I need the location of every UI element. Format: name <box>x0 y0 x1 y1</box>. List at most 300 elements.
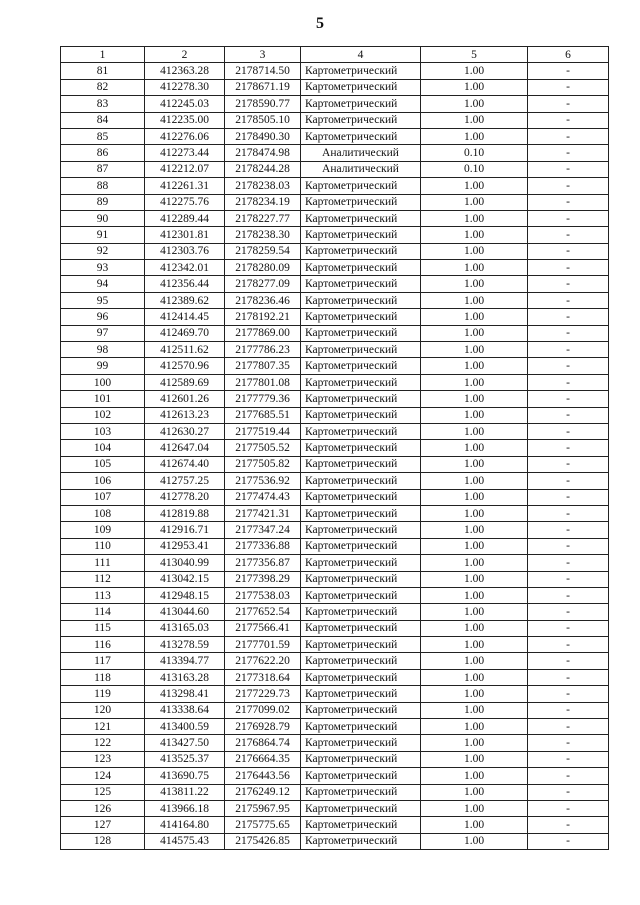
y-coordinate-cell: 2178236.46 <box>225 292 301 308</box>
x-coordinate-cell: 413966.18 <box>145 800 225 816</box>
point-number-cell: 117 <box>61 653 145 669</box>
note-cell: - <box>528 538 609 554</box>
note-cell: - <box>528 292 609 308</box>
table-row <box>61 423 609 439</box>
method-cell: Картометрический <box>301 423 421 439</box>
point-number-cell: 121 <box>61 719 145 735</box>
accuracy-cell: 1.00 <box>421 702 528 718</box>
note-cell: - <box>528 505 609 521</box>
table-row <box>61 243 609 259</box>
table-row <box>61 128 609 144</box>
accuracy-cell: 1.00 <box>421 768 528 784</box>
note-cell: - <box>528 178 609 194</box>
y-coordinate-cell: 2178238.03 <box>225 178 301 194</box>
accuracy-cell: 1.00 <box>421 391 528 407</box>
method-cell: Картометрический <box>301 178 421 194</box>
x-coordinate-cell: 413040.99 <box>145 555 225 571</box>
y-coordinate-cell: 2177318.64 <box>225 669 301 685</box>
y-coordinate-cell: 2178505.10 <box>225 112 301 128</box>
note-cell: - <box>528 260 609 276</box>
y-coordinate-cell: 2176864.74 <box>225 735 301 751</box>
x-coordinate-cell: 412953.41 <box>145 538 225 554</box>
accuracy-cell: 1.00 <box>421 653 528 669</box>
x-coordinate-cell: 412819.88 <box>145 505 225 521</box>
y-coordinate-cell: 2177701.59 <box>225 637 301 653</box>
table-row <box>61 309 609 325</box>
accuracy-cell: 1.00 <box>421 456 528 472</box>
x-coordinate-cell: 412303.76 <box>145 243 225 259</box>
point-number-cell: 108 <box>61 505 145 521</box>
accuracy-cell: 1.00 <box>421 522 528 538</box>
point-number-cell: 91 <box>61 227 145 243</box>
x-coordinate-cell: 414575.43 <box>145 833 225 849</box>
y-coordinate-cell: 2177519.44 <box>225 423 301 439</box>
table-row <box>61 555 609 571</box>
point-number-cell: 89 <box>61 194 145 210</box>
method-cell: Картометрический <box>301 538 421 554</box>
table-row <box>61 505 609 521</box>
accuracy-cell: 1.00 <box>421 555 528 571</box>
y-coordinate-cell: 2178234.19 <box>225 194 301 210</box>
point-number-cell: 102 <box>61 407 145 423</box>
point-number-cell: 92 <box>61 243 145 259</box>
table-row <box>61 210 609 226</box>
point-number-cell: 100 <box>61 374 145 390</box>
y-coordinate-cell: 2178590.77 <box>225 96 301 112</box>
x-coordinate-cell: 412613.23 <box>145 407 225 423</box>
x-coordinate-cell: 413427.50 <box>145 735 225 751</box>
accuracy-cell: 1.00 <box>421 292 528 308</box>
method-cell: Картометрический <box>301 440 421 456</box>
point-number-cell: 88 <box>61 178 145 194</box>
x-coordinate-cell: 413690.75 <box>145 768 225 784</box>
table-row <box>61 407 609 423</box>
note-cell: - <box>528 112 609 128</box>
table-row <box>61 342 609 358</box>
x-coordinate-cell: 413163.28 <box>145 669 225 685</box>
y-coordinate-cell: 2177474.43 <box>225 489 301 505</box>
table-row <box>61 538 609 554</box>
y-coordinate-cell: 2177505.52 <box>225 440 301 456</box>
accuracy-cell: 1.00 <box>421 538 528 554</box>
x-coordinate-cell: 412647.04 <box>145 440 225 456</box>
accuracy-cell: 1.00 <box>421 751 528 767</box>
table-row <box>61 653 609 669</box>
note-cell: - <box>528 210 609 226</box>
table-row <box>61 112 609 128</box>
method-cell: Картометрический <box>301 604 421 620</box>
note-cell: - <box>528 423 609 439</box>
accuracy-cell: 1.00 <box>421 571 528 587</box>
note-cell: - <box>528 522 609 538</box>
note-cell: - <box>528 342 609 358</box>
accuracy-cell: 1.00 <box>421 112 528 128</box>
point-number-cell: 98 <box>61 342 145 358</box>
table-row <box>61 604 609 620</box>
point-number-cell: 127 <box>61 817 145 833</box>
note-cell: - <box>528 702 609 718</box>
method-cell: Картометрический <box>301 669 421 685</box>
method-cell: Картометрический <box>301 751 421 767</box>
method-cell: Картометрический <box>301 63 421 79</box>
method-cell: Картометрический <box>301 194 421 210</box>
table-row <box>61 489 609 505</box>
column-header: 2 <box>145 47 225 63</box>
point-number-cell: 118 <box>61 669 145 685</box>
point-number-cell: 119 <box>61 686 145 702</box>
x-coordinate-cell: 412363.28 <box>145 63 225 79</box>
point-number-cell: 104 <box>61 440 145 456</box>
y-coordinate-cell: 2177336.88 <box>225 538 301 554</box>
note-cell: - <box>528 407 609 423</box>
point-number-cell: 126 <box>61 800 145 816</box>
method-cell: Картометрический <box>301 79 421 95</box>
x-coordinate-cell: 412276.06 <box>145 128 225 144</box>
note-cell: - <box>528 751 609 767</box>
x-coordinate-cell: 412916.71 <box>145 522 225 538</box>
point-number-cell: 107 <box>61 489 145 505</box>
method-cell: Картометрический <box>301 489 421 505</box>
y-coordinate-cell: 2177622.20 <box>225 653 301 669</box>
table-row <box>61 800 609 816</box>
x-coordinate-cell: 413525.37 <box>145 751 225 767</box>
x-coordinate-cell: 413298.41 <box>145 686 225 702</box>
note-cell: - <box>528 604 609 620</box>
method-cell: Картометрический <box>301 374 421 390</box>
accuracy-cell: 1.00 <box>421 833 528 849</box>
table-row <box>61 96 609 112</box>
y-coordinate-cell: 2178192.21 <box>225 309 301 325</box>
y-coordinate-cell: 2178714.50 <box>225 63 301 79</box>
x-coordinate-cell: 413338.64 <box>145 702 225 718</box>
method-cell: Картометрический <box>301 473 421 489</box>
accuracy-cell: 1.00 <box>421 620 528 636</box>
method-cell: Картометрический <box>301 702 421 718</box>
table-row <box>61 833 609 849</box>
method-cell: Картометрический <box>301 243 421 259</box>
x-coordinate-cell: 412414.45 <box>145 309 225 325</box>
point-number-cell: 124 <box>61 768 145 784</box>
note-cell: - <box>528 473 609 489</box>
note-cell: - <box>528 128 609 144</box>
table-row <box>61 620 609 636</box>
table-row <box>61 817 609 833</box>
accuracy-cell: 1.00 <box>421 505 528 521</box>
accuracy-cell: 1.00 <box>421 342 528 358</box>
note-cell: - <box>528 63 609 79</box>
point-number-cell: 86 <box>61 145 145 161</box>
method-cell: Картометрический <box>301 768 421 784</box>
y-coordinate-cell: 2175426.85 <box>225 833 301 849</box>
table-row <box>61 227 609 243</box>
table-row <box>61 194 609 210</box>
column-header: 5 <box>421 47 528 63</box>
note-cell: - <box>528 161 609 177</box>
y-coordinate-cell: 2177566.41 <box>225 620 301 636</box>
x-coordinate-cell: 413400.59 <box>145 719 225 735</box>
x-coordinate-cell: 414164.80 <box>145 817 225 833</box>
x-coordinate-cell: 412469.70 <box>145 325 225 341</box>
note-cell: - <box>528 653 609 669</box>
note-cell: - <box>528 587 609 603</box>
method-cell: Картометрический <box>301 653 421 669</box>
x-coordinate-cell: 412356.44 <box>145 276 225 292</box>
table-row <box>61 571 609 587</box>
accuracy-cell: 1.00 <box>421 178 528 194</box>
note-cell: - <box>528 833 609 849</box>
y-coordinate-cell: 2177536.92 <box>225 473 301 489</box>
x-coordinate-cell: 412674.40 <box>145 456 225 472</box>
column-header: 1 <box>61 47 145 63</box>
table-row <box>61 79 609 95</box>
method-cell: Картометрический <box>301 800 421 816</box>
note-cell: - <box>528 227 609 243</box>
note-cell: - <box>528 391 609 407</box>
x-coordinate-cell: 413044.60 <box>145 604 225 620</box>
x-coordinate-cell: 412275.76 <box>145 194 225 210</box>
page-number: 5 <box>316 15 324 32</box>
method-cell: Картометрический <box>301 292 421 308</box>
accuracy-cell: 1.00 <box>421 800 528 816</box>
point-number-cell: 101 <box>61 391 145 407</box>
accuracy-cell: 1.00 <box>421 210 528 226</box>
accuracy-cell: 1.00 <box>421 473 528 489</box>
x-coordinate-cell: 413042.15 <box>145 571 225 587</box>
table-header-row <box>61 47 609 63</box>
y-coordinate-cell: 2178474.98 <box>225 145 301 161</box>
x-coordinate-cell: 412601.26 <box>145 391 225 407</box>
y-coordinate-cell: 2176249.12 <box>225 784 301 800</box>
point-number-cell: 87 <box>61 161 145 177</box>
accuracy-cell: 1.00 <box>421 669 528 685</box>
table-row <box>61 719 609 735</box>
accuracy-cell: 1.00 <box>421 374 528 390</box>
y-coordinate-cell: 2178490.30 <box>225 128 301 144</box>
method-cell: Картометрический <box>301 735 421 751</box>
point-number-cell: 96 <box>61 309 145 325</box>
table-row <box>61 161 609 177</box>
y-coordinate-cell: 2177801.08 <box>225 374 301 390</box>
table-row <box>61 391 609 407</box>
x-coordinate-cell: 412342.01 <box>145 260 225 276</box>
note-cell: - <box>528 358 609 374</box>
method-cell: Картометрический <box>301 555 421 571</box>
table-row <box>61 325 609 341</box>
accuracy-cell: 1.00 <box>421 243 528 259</box>
method-cell: Картометрический <box>301 817 421 833</box>
x-coordinate-cell: 412948.15 <box>145 587 225 603</box>
y-coordinate-cell: 2177685.51 <box>225 407 301 423</box>
x-coordinate-cell: 412570.96 <box>145 358 225 374</box>
point-number-cell: 115 <box>61 620 145 636</box>
accuracy-cell: 1.00 <box>421 325 528 341</box>
accuracy-cell: 1.00 <box>421 735 528 751</box>
note-cell: - <box>528 669 609 685</box>
y-coordinate-cell: 2177099.02 <box>225 702 301 718</box>
y-coordinate-cell: 2176443.56 <box>225 768 301 784</box>
method-cell: Картометрический <box>301 407 421 423</box>
accuracy-cell: 1.00 <box>421 423 528 439</box>
method-cell: Аналитический <box>301 161 421 177</box>
point-number-cell: 106 <box>61 473 145 489</box>
table-row <box>61 751 609 767</box>
method-cell: Картометрический <box>301 456 421 472</box>
method-cell: Картометрический <box>301 210 421 226</box>
table-row <box>61 669 609 685</box>
y-coordinate-cell: 2177779.36 <box>225 391 301 407</box>
method-cell: Картометрический <box>301 620 421 636</box>
accuracy-cell: 1.00 <box>421 440 528 456</box>
y-coordinate-cell: 2175775.65 <box>225 817 301 833</box>
table-row <box>61 702 609 718</box>
note-cell: - <box>528 686 609 702</box>
accuracy-cell: 1.00 <box>421 489 528 505</box>
note-cell: - <box>528 276 609 292</box>
accuracy-cell: 1.00 <box>421 604 528 620</box>
table-row <box>61 637 609 653</box>
column-header: 6 <box>528 47 609 63</box>
note-cell: - <box>528 489 609 505</box>
point-number-cell: 95 <box>61 292 145 308</box>
table-row <box>61 178 609 194</box>
accuracy-cell: 1.00 <box>421 817 528 833</box>
method-cell: Картометрический <box>301 309 421 325</box>
method-cell: Картометрический <box>301 227 421 243</box>
point-number-cell: 90 <box>61 210 145 226</box>
accuracy-cell: 0.10 <box>421 145 528 161</box>
point-number-cell: 112 <box>61 571 145 587</box>
table-row <box>61 440 609 456</box>
table-row <box>61 473 609 489</box>
x-coordinate-cell: 412630.27 <box>145 423 225 439</box>
table-row <box>61 587 609 603</box>
point-number-cell: 85 <box>61 128 145 144</box>
accuracy-cell: 1.00 <box>421 128 528 144</box>
note-cell: - <box>528 800 609 816</box>
method-cell: Картометрический <box>301 686 421 702</box>
coordinates-table <box>60 46 609 850</box>
method-cell: Картометрический <box>301 833 421 849</box>
method-cell: Картометрический <box>301 342 421 358</box>
table-row <box>61 456 609 472</box>
note-cell: - <box>528 79 609 95</box>
accuracy-cell: 1.00 <box>421 587 528 603</box>
x-coordinate-cell: 413278.59 <box>145 637 225 653</box>
accuracy-cell: 1.00 <box>421 276 528 292</box>
table-row <box>61 686 609 702</box>
accuracy-cell: 1.00 <box>421 96 528 112</box>
y-coordinate-cell: 2177807.35 <box>225 358 301 374</box>
point-number-cell: 110 <box>61 538 145 554</box>
method-cell: Картометрический <box>301 637 421 653</box>
x-coordinate-cell: 412289.44 <box>145 210 225 226</box>
column-header: 3 <box>225 47 301 63</box>
x-coordinate-cell: 413165.03 <box>145 620 225 636</box>
column-header: 4 <box>301 47 421 63</box>
method-cell: Аналитический <box>301 145 421 161</box>
x-coordinate-cell: 412261.31 <box>145 178 225 194</box>
point-number-cell: 94 <box>61 276 145 292</box>
note-cell: - <box>528 735 609 751</box>
y-coordinate-cell: 2178259.54 <box>225 243 301 259</box>
point-number-cell: 99 <box>61 358 145 374</box>
table-row <box>61 63 609 79</box>
method-cell: Картометрический <box>301 128 421 144</box>
y-coordinate-cell: 2175967.95 <box>225 800 301 816</box>
table-row <box>61 784 609 800</box>
point-number-cell: 84 <box>61 112 145 128</box>
y-coordinate-cell: 2177421.31 <box>225 505 301 521</box>
point-number-cell: 116 <box>61 637 145 653</box>
x-coordinate-cell: 413394.77 <box>145 653 225 669</box>
note-cell: - <box>528 325 609 341</box>
point-number-cell: 97 <box>61 325 145 341</box>
note-cell: - <box>528 243 609 259</box>
point-number-cell: 82 <box>61 79 145 95</box>
note-cell: - <box>528 817 609 833</box>
y-coordinate-cell: 2177538.03 <box>225 587 301 603</box>
accuracy-cell: 1.00 <box>421 194 528 210</box>
y-coordinate-cell: 2178227.77 <box>225 210 301 226</box>
method-cell: Картометрический <box>301 112 421 128</box>
y-coordinate-cell: 2178238.30 <box>225 227 301 243</box>
method-cell: Картометрический <box>301 522 421 538</box>
y-coordinate-cell: 2176664.35 <box>225 751 301 767</box>
note-cell: - <box>528 719 609 735</box>
note-cell: - <box>528 768 609 784</box>
point-number-cell: 81 <box>61 63 145 79</box>
x-coordinate-cell: 412278.30 <box>145 79 225 95</box>
note-cell: - <box>528 637 609 653</box>
x-coordinate-cell: 412589.69 <box>145 374 225 390</box>
table-body <box>61 63 609 850</box>
point-number-cell: 105 <box>61 456 145 472</box>
table-row <box>61 260 609 276</box>
method-cell: Картометрический <box>301 571 421 587</box>
table-row <box>61 145 609 161</box>
accuracy-cell: 1.00 <box>421 63 528 79</box>
note-cell: - <box>528 456 609 472</box>
note-cell: - <box>528 374 609 390</box>
y-coordinate-cell: 2178244.28 <box>225 161 301 177</box>
table-row <box>61 735 609 751</box>
accuracy-cell: 1.00 <box>421 309 528 325</box>
y-coordinate-cell: 2177652.54 <box>225 604 301 620</box>
method-cell: Картометрический <box>301 391 421 407</box>
method-cell: Картометрический <box>301 260 421 276</box>
point-number-cell: 111 <box>61 555 145 571</box>
note-cell: - <box>528 145 609 161</box>
y-coordinate-cell: 2176928.79 <box>225 719 301 735</box>
method-cell: Картометрический <box>301 96 421 112</box>
method-cell: Картометрический <box>301 505 421 521</box>
note-cell: - <box>528 309 609 325</box>
note-cell: - <box>528 194 609 210</box>
table-row <box>61 768 609 784</box>
point-number-cell: 125 <box>61 784 145 800</box>
x-coordinate-cell: 412235.00 <box>145 112 225 128</box>
method-cell: Картометрический <box>301 276 421 292</box>
x-coordinate-cell: 412273.44 <box>145 145 225 161</box>
method-cell: Картометрический <box>301 358 421 374</box>
accuracy-cell: 1.00 <box>421 686 528 702</box>
point-number-cell: 123 <box>61 751 145 767</box>
note-cell: - <box>528 571 609 587</box>
table-row <box>61 374 609 390</box>
point-number-cell: 103 <box>61 423 145 439</box>
note-cell: - <box>528 96 609 112</box>
x-coordinate-cell: 412511.62 <box>145 342 225 358</box>
